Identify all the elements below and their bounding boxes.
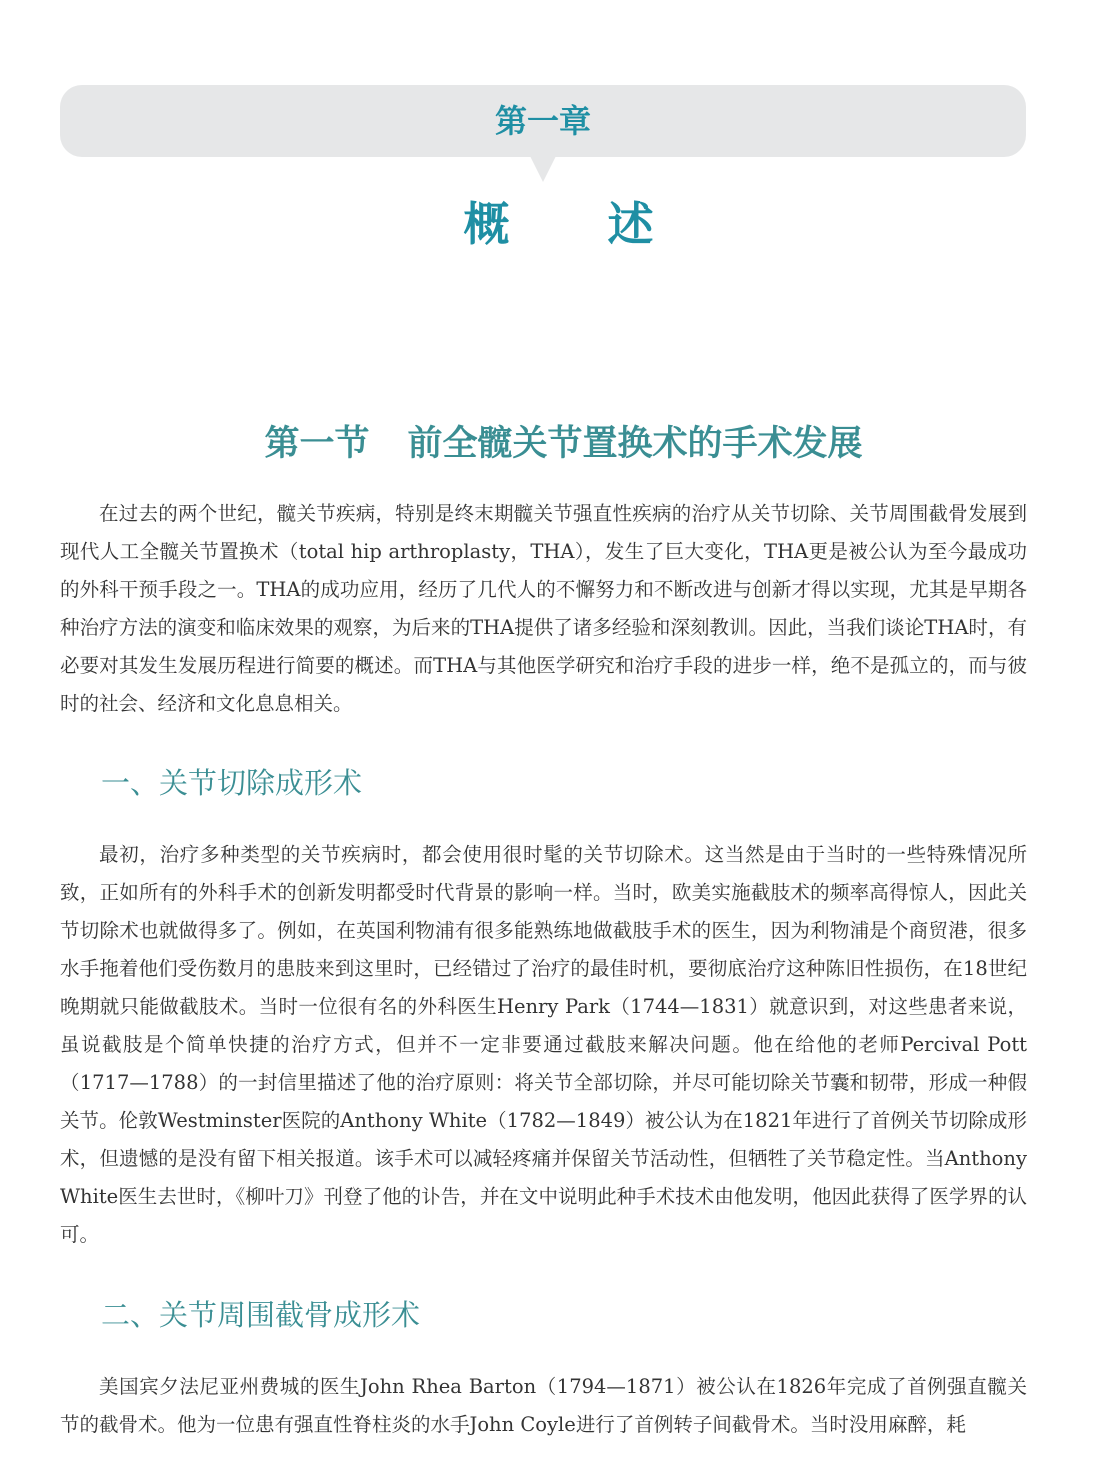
section-title-text: 前全髋关节置换术的手术发展 (407, 423, 863, 464)
section-number: 第一节 (264, 423, 370, 464)
chapter-title (0, 196, 1117, 252)
chapter-title-part2: 述 (607, 197, 654, 251)
subheading-resection: 一、关节切除成形术 (101, 766, 363, 800)
osteotomy-paragraph: 美国宾夕法尼亚州费城的医生John Rhea Barton（1794—1871）被公认在1826年完成了首例强直髋关节的截骨术。他为一位患有强直性脊柱炎的水手John Coyle进行了首例转子间截骨术。当时没用麻醉，耗 (60, 1375, 1027, 1436)
intro-paragraph: 在过去的两个世纪，髋关节疾病，特别是终末期髋关节强直性疾病的治疗从关节切除、关节周围截骨发展到现代人工全髋关节置换术（total hip arthroplasty，THA），发生了巨大变化，THA更是被公认为至今最成功的外科干预手段之一。THA的成功应用，经历了几代人的不懈努力和不断改进与创新才得以实现，尤其是早期各种治疗方法的演变和临床效果的观察，为后来的THA提供了诸多经验和深刻教训。因此，当我们谈论THA时，有必要对其发生发展历程进行简要的概述。而THA与其他医学研究和治疗手段的进步一样，绝不是孤立的，而与彼时的社会、经济和文化息息相关。 (60, 502, 1027, 715)
chapter-label: 第一章 (494, 102, 591, 140)
subheading-osteotomy: 二、关节周围截骨成形术 (101, 1298, 421, 1332)
resection-paragraph: 最初，治疗多种类型的关节疾病时，都会使用很时髦的关节切除术。这当然是由于当时的一些特殊情况所致，正如所有的外科手术的创新发明都受时代背景的影响一样。当时，欧美实施截肢术的频率高得惊人，因此关节切除术也就做得多了。例如，在英国利物浦有很多能熟练地做截肢手术的医生，因为利物浦是个商贸港，很多水手拖着他们受伤数月的患肢来到这里时，已经错过了治疗的最佳时机，要彻底治疗这种陈旧性损伤，在18世纪晚期就只能做截肢术。当时一位很有名的外科医生Henry Park（1744—1831）就意识到，对这些患者来说，虽说截肢是个简单快捷的治疗方式，但并不一定非要通过截肢来解决问题。他在给他的老师Percival Pott（1717—1788）的一封信里描述了他的治疗原则：将关节全部切除，并尽可能切除关节囊和韧带，形成一种假关节。伦敦Westminster医院的Anthony White（1782—1849）被公认为在1821年进行了首例关节切除成形术，但遗憾的是没有留下相关报道。该手术可以减轻疼痛并保留关节活动性，但牺牲了关节稳定性。当Anthony White医生去世时，《柳叶刀》刊登了他的讣告，并在文中说明此种手术技术由他发明，他因此获得了医学界的认可。 (60, 843, 1027, 1246)
chapter-title-part1: 概 (463, 197, 510, 251)
chapter-banner (60, 85, 1026, 157)
section-title (0, 422, 1117, 466)
chapter-banner-pointer (530, 156, 556, 182)
